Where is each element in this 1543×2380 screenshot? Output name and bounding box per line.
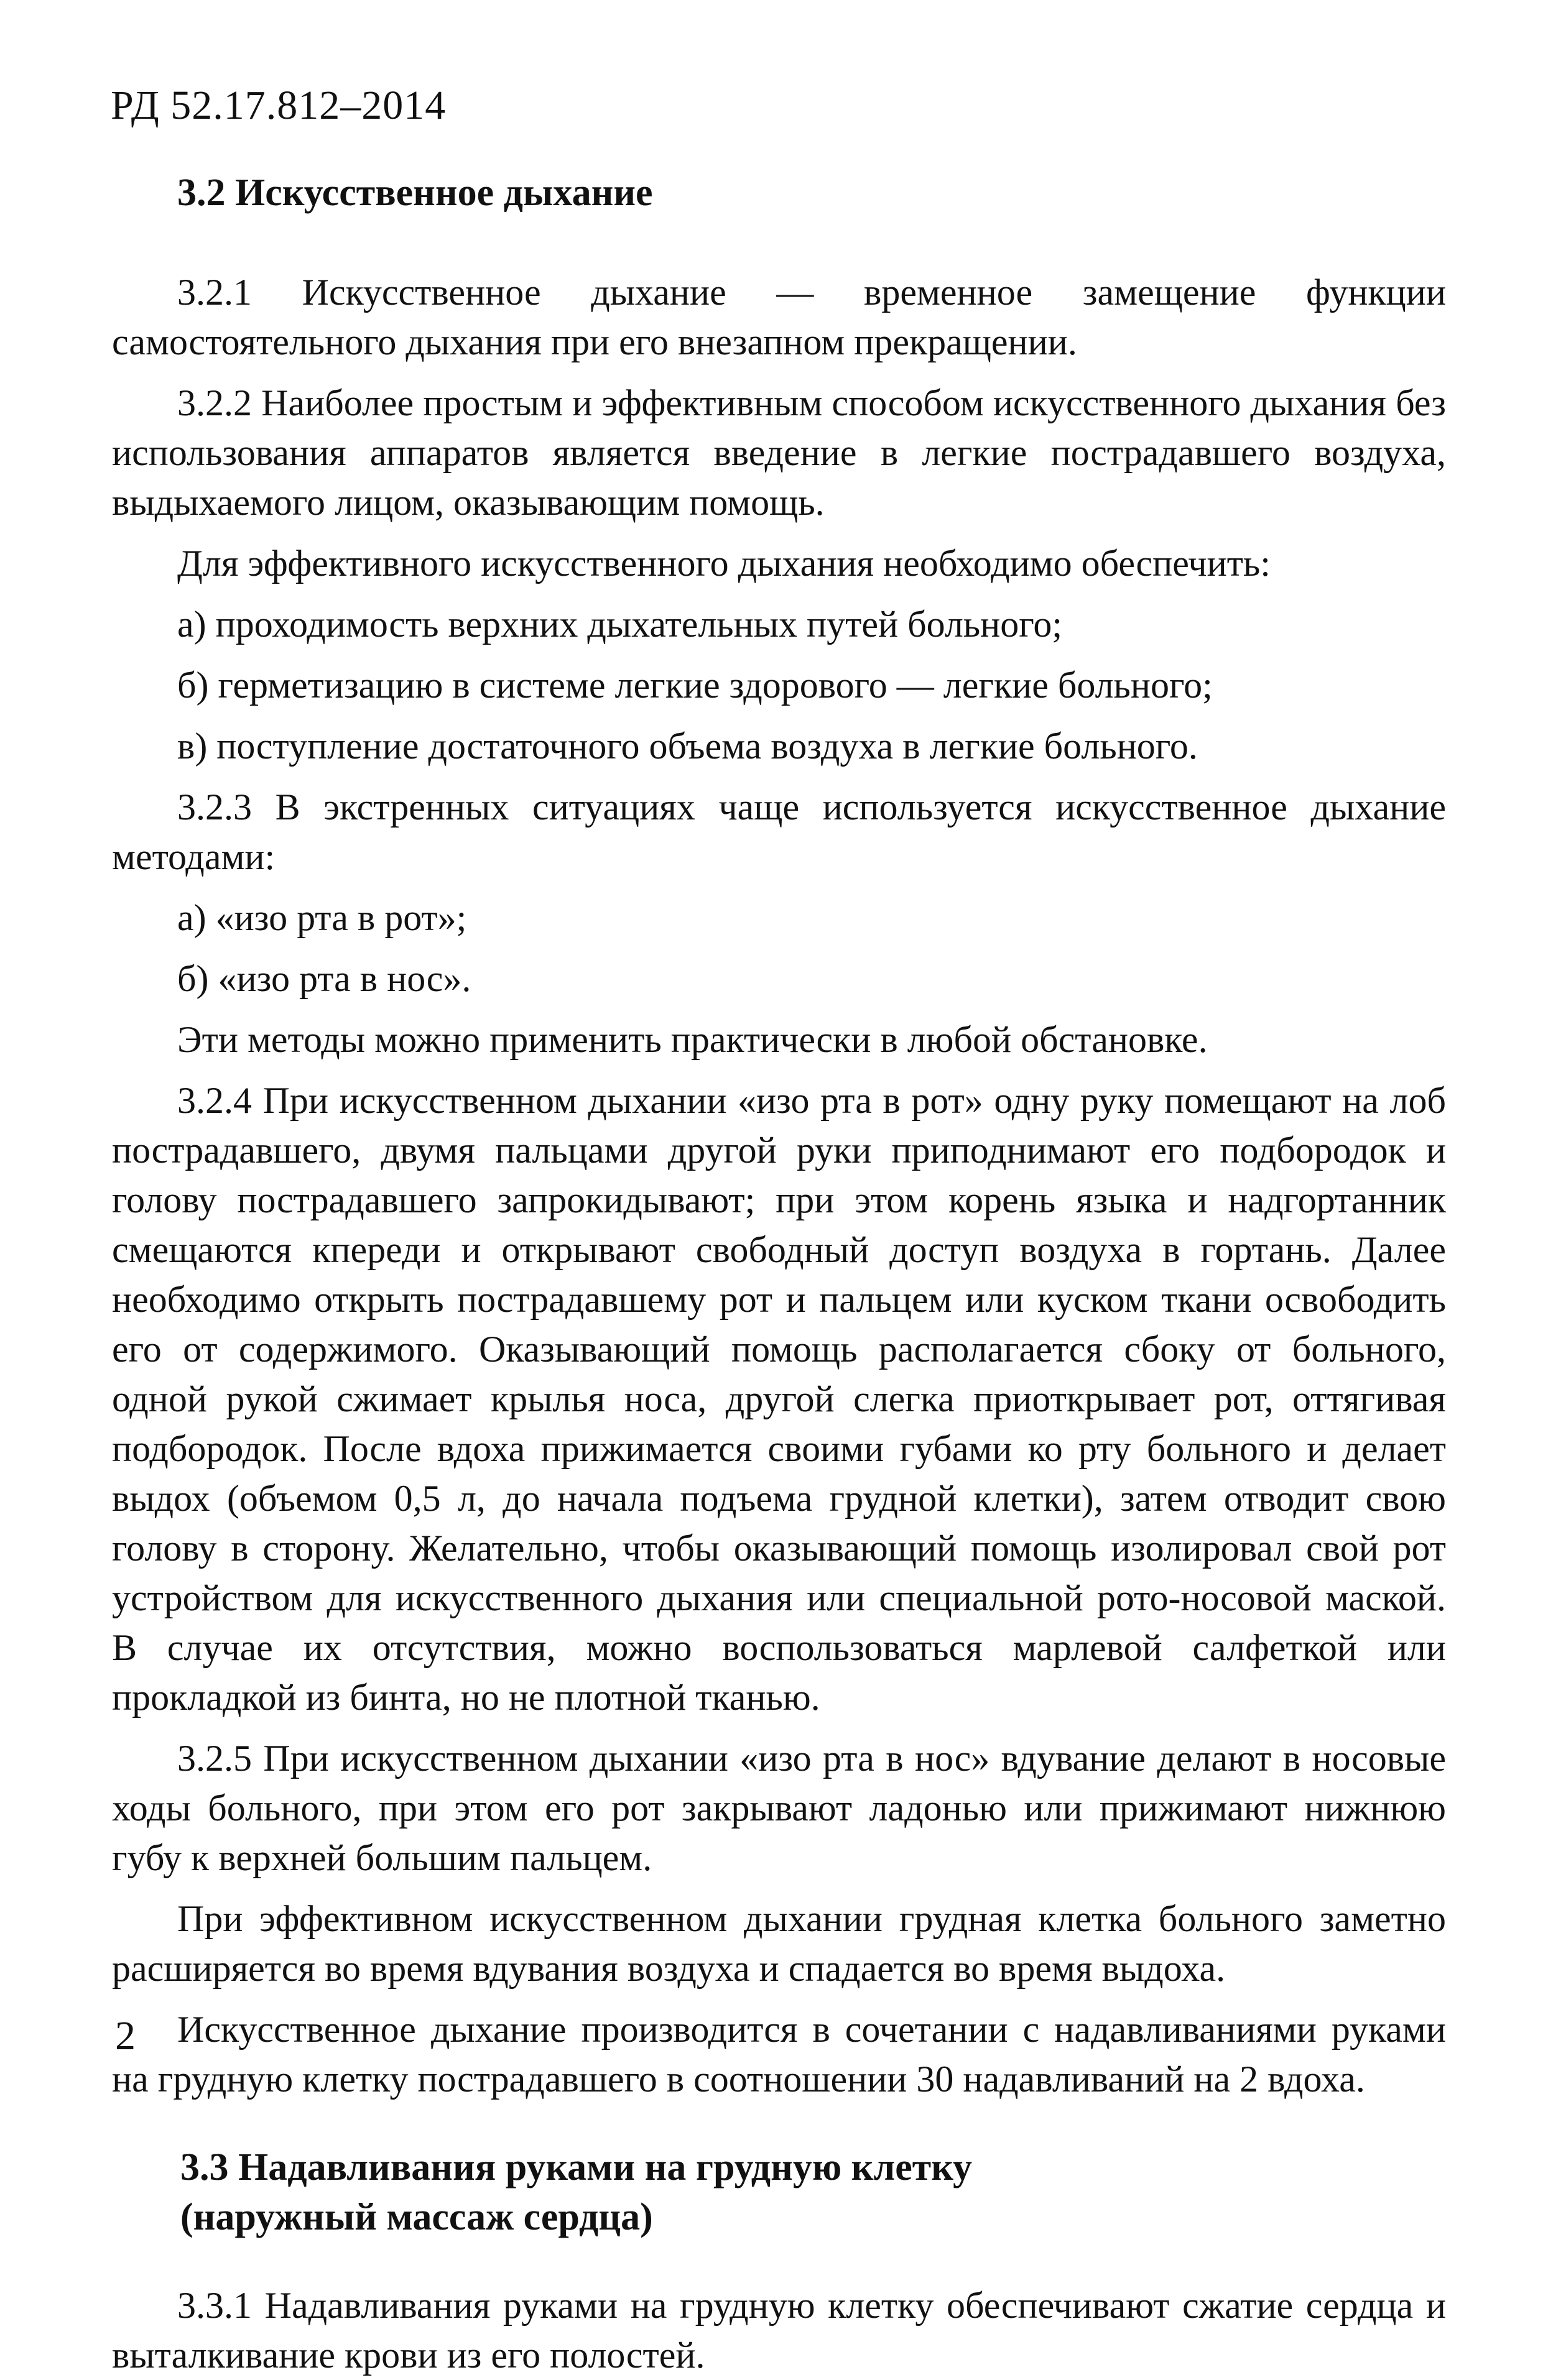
paragraph-combination: Искусственное дыхание производится в сочетании с надавливаниями руками на грудную клетку пострадавшего в соотношении 30 надавливаний на 2 вдоха. [112, 2009, 1446, 2100]
list-item-requirement-a: а) проходимость верхних дыхательных путей больного; [177, 604, 1063, 645]
paragraph-requirements: Для эффективного искусственного дыхания необходимо обеспечить: [177, 543, 1271, 584]
paragraph-3-2-5: 3.2.5 При искусственном дыхании «изо рта в нос» вдувание делают в носовые ходы больного, при этом его рот закрывают ладонью или прижимают нижнюю губу к верхней большим пальцем. [112, 1738, 1446, 1878]
paragraph-3-2-2: 3.2.2 Наиболее простым и эффективным способом искусственного дыхания без использования аппаратов является введение в легкие пострадавшего воздуха, выдыхаемого лицом, оказывающим помощь. [112, 382, 1446, 523]
page-content [112, 168, 1446, 2380]
paragraph-3-2-3: 3.2.3 В экстренных ситуациях чаще используется искусственное дыхание методами: [112, 786, 1446, 877]
section-heading-3-3-line1: 3.3 Надавливания руками на грудную клетку [180, 2146, 973, 2189]
paragraph-3-2-1: 3.2.1 Искусственное дыхание — временное замещение функции самостоятельного дыхания при его внезапном прекращении. [112, 272, 1446, 362]
list-item-method-b: б) «изо рта в нос». [177, 958, 471, 999]
document-code: РД 52.17.812–2014 [111, 83, 447, 128]
section-heading-3-2: 3.2 Искусственное дыхание [177, 172, 653, 214]
paragraph-methods-note: Эти методы можно применить практически в любой обстановке. [177, 1019, 1208, 1060]
page-number: 2 [115, 2013, 136, 2059]
section-heading-3-3-line2: (наружный массаж сердца) [180, 2196, 653, 2238]
paragraph-effective-breathing: При эффективном искусственном дыхании грудная клетка больного заметно расширяется во время вдувания воздуха и спадается во время выдоха. [112, 1898, 1446, 1989]
list-item-method-a: а) «изо рта в рот»; [177, 897, 467, 938]
section-heading-3-3 [180, 2142, 1446, 2242]
list-item-requirement-b: б) герметизацию в системе легкие здорового — легкие больного; [177, 665, 1213, 706]
paragraph-3-3-1: 3.3.1 Надавливания руками на грудную клетку обеспечивают сжатие сердца и выталкивание крови из его полостей. [112, 2285, 1446, 2376]
list-item-requirement-v: в) поступление достаточного объема воздуха в легкие больного. [177, 726, 1198, 767]
paragraph-3-2-4: 3.2.4 При искусственном дыхании «изо рта в рот» одну руку помещают на лоб пострадавшего, двумя пальцами другой руки приподнимают его подбородок и голову пострадавшего запрокидывают; при этом корень языка и надгортанник смещаются кпереди и открывают свободный доступ воздуха в гортань. Далее необходимо открыть пострадавшему рот и пальцем или куском ткани освободить его от содержимого. Оказывающий помощь располагается сбоку от больного, одной рукой сжимает крылья носа, другой слегка приоткрывает рот, оттягивая подбородок. После вдоха прижимается своими губами ко рту больного и делает выдох (объемом 0,5 л, до начала подъема грудной клетки), затем отводит свою голову в сторону. Желательно, чтобы оказывающий помощь изолировал свой рот устройством для искусственного дыхания или специальной рото-носовой маской. В случае их отсутствия, можно воспользоваться марлевой салфеткой или прокладкой из бинта, но не плотной тканью. [112, 1080, 1446, 1718]
